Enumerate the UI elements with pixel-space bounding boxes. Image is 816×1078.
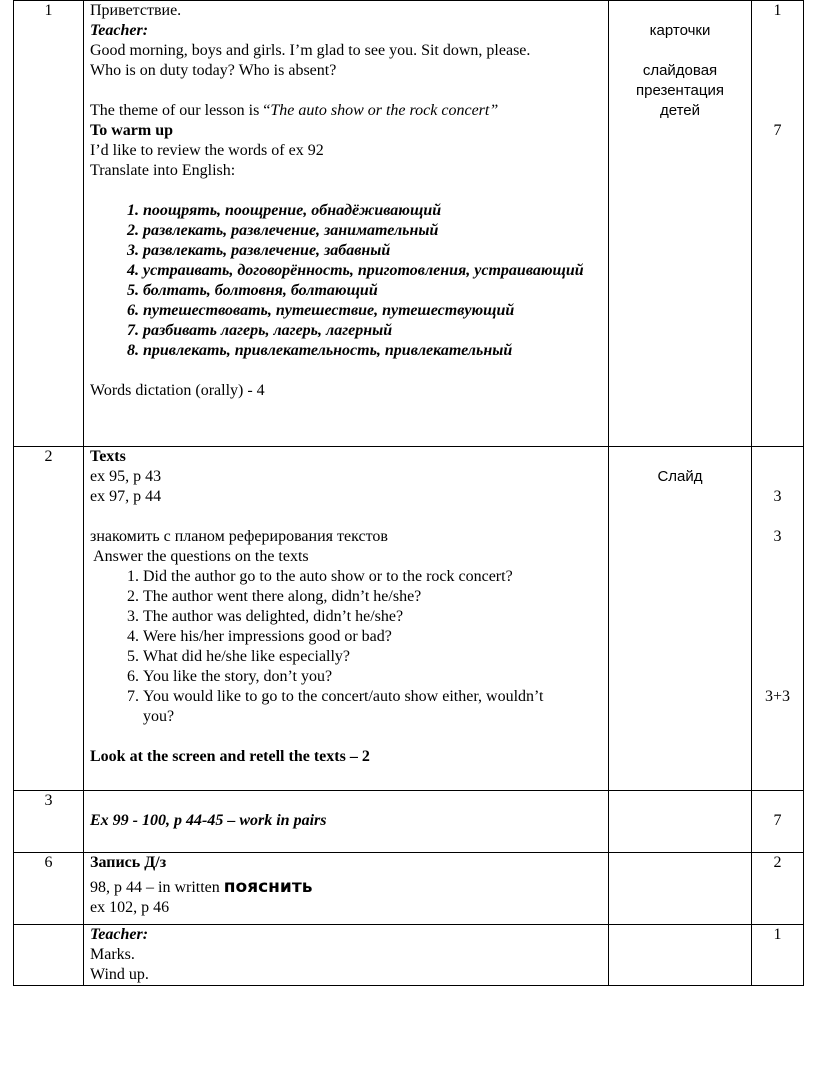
table-row-greeting xyxy=(14,1,804,447)
stage-content xyxy=(84,925,609,986)
time-cell xyxy=(752,853,804,925)
time-value: 1 xyxy=(773,926,782,943)
theme-title: The auto show or the rock concert” xyxy=(270,102,499,119)
dictation-line: Words dictation (orally) - 4 xyxy=(90,382,265,399)
list-item: 7. разбивать лагерь, лагерь, лагерный xyxy=(143,321,604,341)
homework-line: ex 102, p 46 xyxy=(90,899,170,916)
time-value: 3 xyxy=(773,528,782,545)
homework-text: 98, p 44 – in written xyxy=(90,879,224,896)
texts-heading: Texts xyxy=(90,448,126,465)
time-cell xyxy=(752,791,804,853)
list-item: 7. You would like to go to the concert/auto show either, wouldn’t you? xyxy=(143,687,604,727)
exercise-ref: ex 97, p 44 xyxy=(90,488,162,505)
plan-line: знакомить с планом реферирования текстов xyxy=(90,528,388,545)
warm-up-heading: To warm up xyxy=(90,122,173,139)
stage-content xyxy=(84,791,609,853)
table-row-windup xyxy=(14,925,804,986)
stage-number-text: 6 xyxy=(44,854,53,871)
list-item: 5. болтать, болтовня, болтающий xyxy=(143,281,604,301)
stage-number xyxy=(14,925,84,986)
homework-line xyxy=(90,877,604,898)
stage-number-text: 3 xyxy=(44,792,53,809)
materials-cell xyxy=(609,791,752,853)
time-value: 1 xyxy=(773,2,782,19)
materials-cell xyxy=(609,447,752,791)
list-item: 1. Did the author go to the auto show or to the rock concert? xyxy=(143,567,604,587)
marks-line: Marks. xyxy=(90,946,135,963)
greeting-heading: Приветствие. xyxy=(90,2,182,19)
stage-content xyxy=(84,447,609,791)
pair-work-task: Ex 99 - 100, p 44-45 – work in pairs xyxy=(90,812,327,829)
table-row-texts xyxy=(14,447,804,791)
time-value: 2 xyxy=(773,854,782,871)
exercise-ref: ex 95, p 43 xyxy=(90,468,162,485)
materials-text: карточки xyxy=(649,22,711,39)
review-line: I’d like to review the words of ex 92 xyxy=(90,142,324,159)
time-cell xyxy=(752,447,804,791)
teacher-label: Teacher: xyxy=(90,926,149,943)
stage-content xyxy=(84,1,609,447)
list-item: 3. развлекать, развлечение, забавный xyxy=(143,241,604,261)
homework-note: пояснить xyxy=(223,877,313,897)
homework-heading: Запись Д/з xyxy=(90,854,167,871)
greeting-line: Good morning, boys and girls. I’m glad to see you. Sit down, please. xyxy=(90,42,531,59)
vocabulary-list xyxy=(90,201,604,361)
materials-text: слайдовая xyxy=(642,62,718,79)
list-item: 4. Were his/her impressions good or bad? xyxy=(143,627,604,647)
list-item: 6. путешествовать, путешествие, путешествующий xyxy=(143,301,604,321)
retell-line: Look at the screen and retell the texts – 2 xyxy=(90,748,370,765)
list-item: 6. You like the story, don’t you? xyxy=(143,667,604,687)
translate-line: Translate into English: xyxy=(90,162,236,179)
list-item: 4. устраивать, договорённость, приготовления, устраивающий xyxy=(143,261,604,281)
materials-cell xyxy=(609,1,752,447)
time-cell xyxy=(752,925,804,986)
theme-prefix: The theme of our lesson is “ xyxy=(90,102,271,119)
list-item: 8. привлекать, привлекательность, привлекательный xyxy=(143,341,604,361)
time-value: 7 xyxy=(773,122,782,139)
table-row-homework xyxy=(14,853,804,925)
stage-number xyxy=(14,853,84,925)
table-row-pairs xyxy=(14,791,804,853)
materials-text: детей xyxy=(659,102,701,119)
materials-text: Слайд xyxy=(657,468,703,485)
questions-list xyxy=(90,567,604,727)
stage-number-text: 2 xyxy=(44,448,53,465)
time-cell xyxy=(752,1,804,447)
lesson-plan-table xyxy=(13,0,804,986)
teacher-label: Teacher: xyxy=(90,22,149,39)
greeting-line: Who is on duty today? Who is absent? xyxy=(90,62,337,79)
list-item: 3. The author was delighted, didn’t he/she? xyxy=(143,607,604,627)
list-item: 5. What did he/she like especially? xyxy=(143,647,604,667)
stage-number-text: 1 xyxy=(44,2,53,19)
list-item: 2. The author went there along, didn’t he/she? xyxy=(143,587,604,607)
windup-line: Wind up. xyxy=(90,966,149,983)
time-value: 3 xyxy=(773,488,782,505)
list-item: 1. поощрять, поощрение, обнадёживающий xyxy=(143,201,604,221)
time-value: 7 xyxy=(773,812,782,829)
stage-number xyxy=(14,1,84,447)
time-value: 3+3 xyxy=(764,688,791,705)
materials-cell xyxy=(609,925,752,986)
stage-content xyxy=(84,853,609,925)
answer-line: Answer the questions on the texts xyxy=(90,548,309,565)
materials-cell xyxy=(609,853,752,925)
stage-number xyxy=(14,791,84,853)
lesson-theme xyxy=(90,101,604,121)
stage-number xyxy=(14,447,84,791)
list-item: 2. развлекать, развлечение, занимательный xyxy=(143,221,604,241)
materials-text: презентация xyxy=(636,82,724,99)
